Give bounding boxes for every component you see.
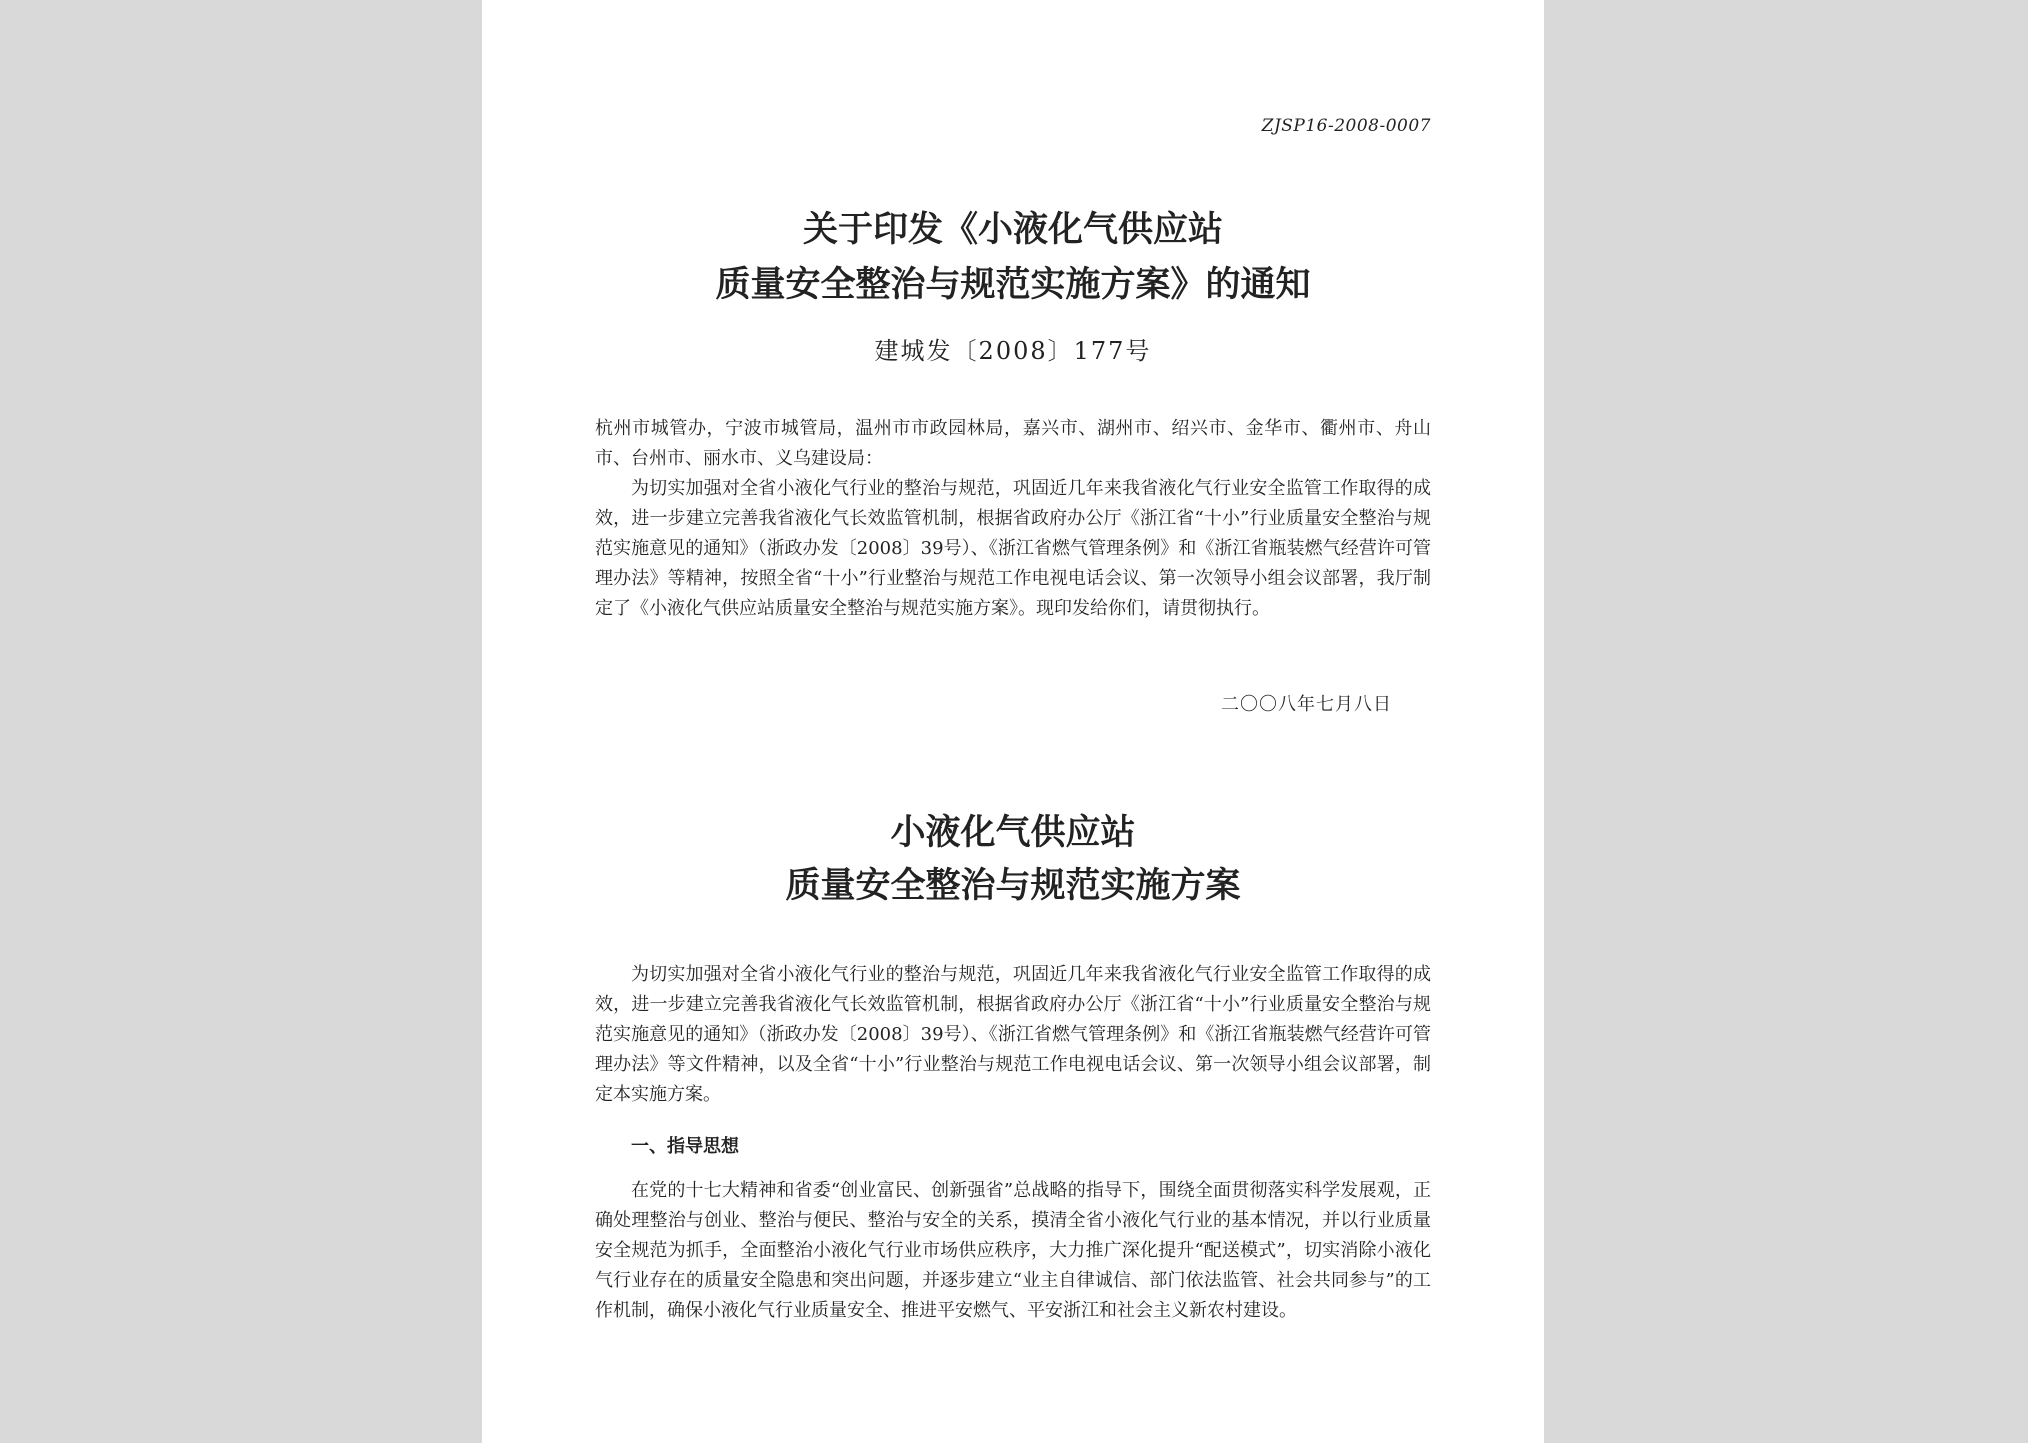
notice-title-line2: 质量安全整治与规范实施方案》的通知 <box>715 264 1311 305</box>
plan-title-line2: 质量安全整治与规范实施方案 <box>785 865 1241 906</box>
notice-title <box>482 202 1544 312</box>
guiding-paragraph: 在党的十七大精神和省委“创业富民、创新强省”总战略的指导下，围绕全面贯彻落实科学发展观，正确处理整治与创业、整治与便民、整治与安全的关系，摸清全省小液化气行业的基本情况，并以行业质量安全规范为抓手，全面整治小液化气行业市场供应秩序，大力推广深化提升“配送模式”，切实消除小液化气行业存在的质量安全隐患和突出问题，并逐步建立“业主自律诚信、部门依法监管、社会共同参与”的工作机制，确保小液化气行业质量安全、推进平安燃气、平安浙江和社会主义新农村建设。 <box>595 1180 1431 1321</box>
document-code: ZJSP16-2008-0007 <box>1261 116 1431 136</box>
section-body-guiding <box>595 1176 1431 1326</box>
document-page <box>482 0 1544 1443</box>
issue-date: 二〇〇八年七月八日 <box>1221 694 1392 715</box>
notice-title-line1: 关于印发《小液化气供应站 <box>802 209 1223 250</box>
addressee: 杭州市城管办，宁波市城管局，温州市市政园林局，嘉兴市、湖州市、绍兴市、金华市、衢州市、舟山市、台州市、丽水市、义乌建设局： <box>595 418 1431 469</box>
plan-title-line1: 小液化气供应站 <box>890 812 1136 853</box>
plan-title <box>482 806 1544 912</box>
notice-paragraph: 为切实加强对全省小液化气行业的整治与规范，巩固近几年来我省液化气行业安全监管工作取得的成效，进一步建立完善我省液化气长效监管机制，根据省政府办公厅《浙江省“十小”行业质量安全整治与规范实施意见的通知》（浙政办发〔2008〕39号）、《浙江省燃气管理条例》和《浙江省瓶装燃气经营许可管理办法》等精神，按照全省“十小”行业整治与规范工作电视电话会议、第一次领导小组会议部署，我厅制定了《小液化气供应站质量安全整治与规范实施方案》。现印发给你们，请贯彻执行。 <box>595 478 1431 619</box>
notice-body <box>595 414 1431 624</box>
document-number: 建城发〔2008〕177号 <box>874 337 1152 365</box>
plan-intro-paragraph: 为切实加强对全省小液化气行业的整治与规范，巩固近几年来我省液化气行业安全监管工作取得的成效，进一步建立完善我省液化气长效监管机制，根据省政府办公厅《浙江省“十小”行业质量安全整治与规范实施意见的通知》（浙政办发〔2008〕39号）、《浙江省燃气管理条例》和《浙江省瓶装燃气经营许可管理办法》等文件精神，以及全省“十小”行业整治与规范工作电视电话会议、第一次领导小组会议部署，制定本实施方案。 <box>595 964 1431 1105</box>
section-heading-guiding: 一、指导思想 <box>631 1136 739 1157</box>
plan-intro <box>595 960 1431 1110</box>
